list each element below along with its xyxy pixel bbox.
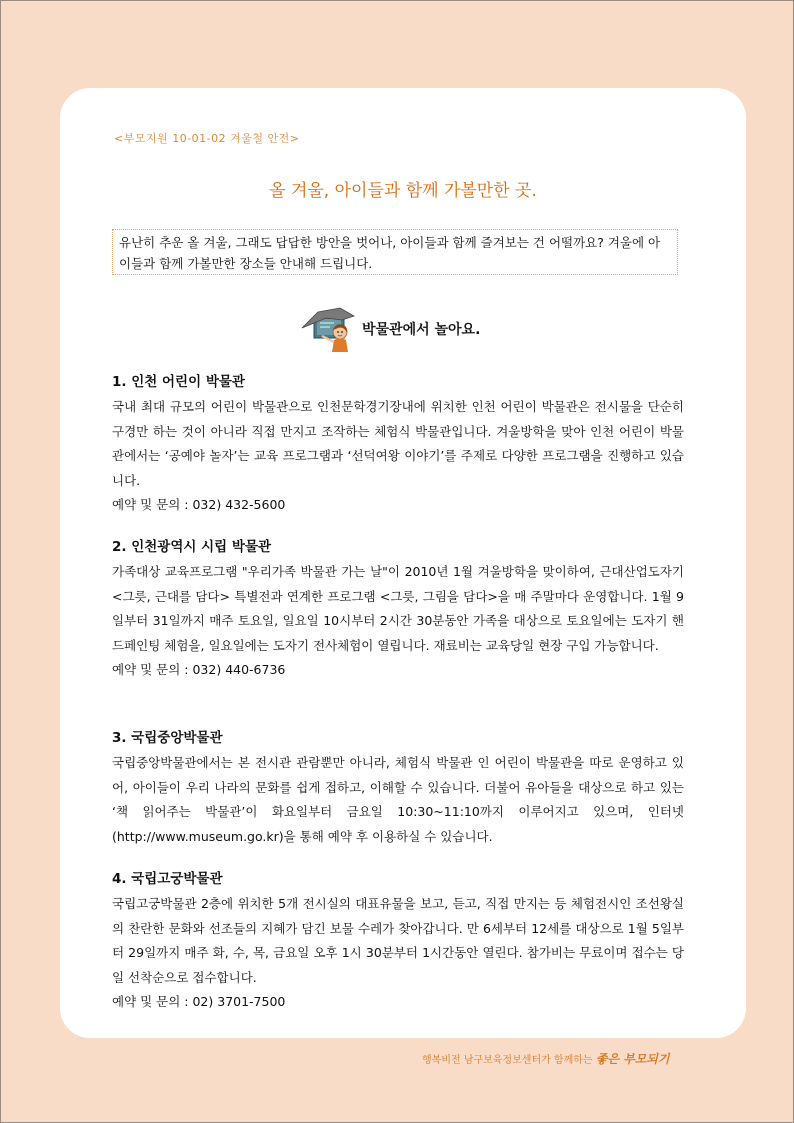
museum-heading: 2. 인천광역시 시립 박물관 — [112, 539, 272, 555]
museum-entry-4 — [112, 866, 684, 1015]
footer — [422, 1050, 670, 1067]
museum-contact: 예약 및 문의 : 02) 3701-7500 — [112, 994, 286, 1009]
museum-heading: 3. 국립중앙박물관 — [112, 730, 223, 746]
document-code: <부모지원 10-01-02 겨울철 안전> — [114, 132, 300, 145]
museum-entry-3 — [112, 725, 684, 849]
museum-entry-1 — [112, 369, 684, 518]
museum-contact: 예약 및 문의 : 032) 440-6736 — [112, 662, 286, 677]
museum-heading: 4. 국립고궁박물관 — [112, 871, 223, 887]
museum-contact: 예약 및 문의 : 032) 432-5600 — [112, 497, 286, 512]
museum-description: 가족대상 교육프로그램 "우리가족 박물관 가는 날"이 2010년 1월 겨울방학을 맞이하여, 근대산업도자기 <그릇, 근대를 담다> 특별전과 연계한 프로그램 <그릇, 그림을 담다>을 매 주말마다 운영합니다. 1월 9일부터 31일까지 매주 토요일, 일요일 10시부터 2시간 30분동안 가족을 대상으로 토요일에는 도자기 핸드페인팅 체험을, 일요일에는 도자기 전사체험이 열립니다. 재료비는 교육당일 현장 구입 가능합니다. — [112, 564, 684, 653]
teacher-pointing-icon — [300, 306, 356, 352]
museum-description: 국립중앙박물관에서는 본 전시관 관람뿐만 아니라, 체험식 박물관 인 어린이 박물관을 따로 운영하고 있어, 아이들이 우리 나라의 문화를 쉽게 접하고, 이해할 수 있습니다. 더불어 유아들을 대상으로 하고 있는 ‘책 읽어주는 박물관’이 화요일부터 금요일 10:30~11:10까지 이루어지고 있으며, 인터넷(http://www.museum.go.kr)을 통해 예약 후 이용하실 수 있습니다. — [112, 755, 684, 844]
museum-heading: 1. 인천 어린이 박물관 — [112, 374, 245, 390]
section-header — [300, 306, 480, 352]
museum-entry-2 — [112, 534, 684, 683]
footer-text: 행복비전 남구보육정보센터가 함께하는 — [422, 1055, 593, 1066]
museum-description: 국립고궁박물관 2층에 위치한 5개 전시실의 대표유물을 보고, 듣고, 직접 만지는 등 체험전시인 조선왕실의 찬란한 문화와 선조들의 지혜가 담긴 보물 수레가 찾아갑니다. 만 6세부터 12세를 대상으로 1월 5일부터 29일까지 매주 화, 수, 목, 금요일 오후 1시 30분부터 1시간동안 열린다. 참가비는 무료이며 접수는 당일 선착순으로 접수합니다. — [112, 896, 684, 985]
museum-description: 국내 최대 규모의 어린이 박물관으로 인천문학경기장내에 위치한 인천 어린이 박물관은 전시물을 단순히 구경만 하는 것이 아니라 직접 만지고 조작하는 체험식 박물관입니다. 겨울방학을 맞아 인천 어린이 박물관에서는 ‘공예야 놀자’는 교육 프로그램과 ‘선덕여왕 이야기’를 주제로 다양한 프로그램을 진행하고 있습니다. — [112, 399, 684, 488]
footer-brand: 좋은 부모되기 — [595, 1052, 670, 1066]
page-title: 올 겨울, 아이들과 함께 가볼만한 곳. — [269, 181, 537, 201]
section-title: 박물관에서 놀아요. — [362, 322, 481, 338]
intro-box: 유난히 추운 올 겨울, 그래도 답답한 방안을 벗어나, 아이들과 함께 즐겨보는 건 어떨까요? 겨울에 아이들과 함께 가볼만한 장소들 안내해 드립니다. — [112, 229, 678, 275]
